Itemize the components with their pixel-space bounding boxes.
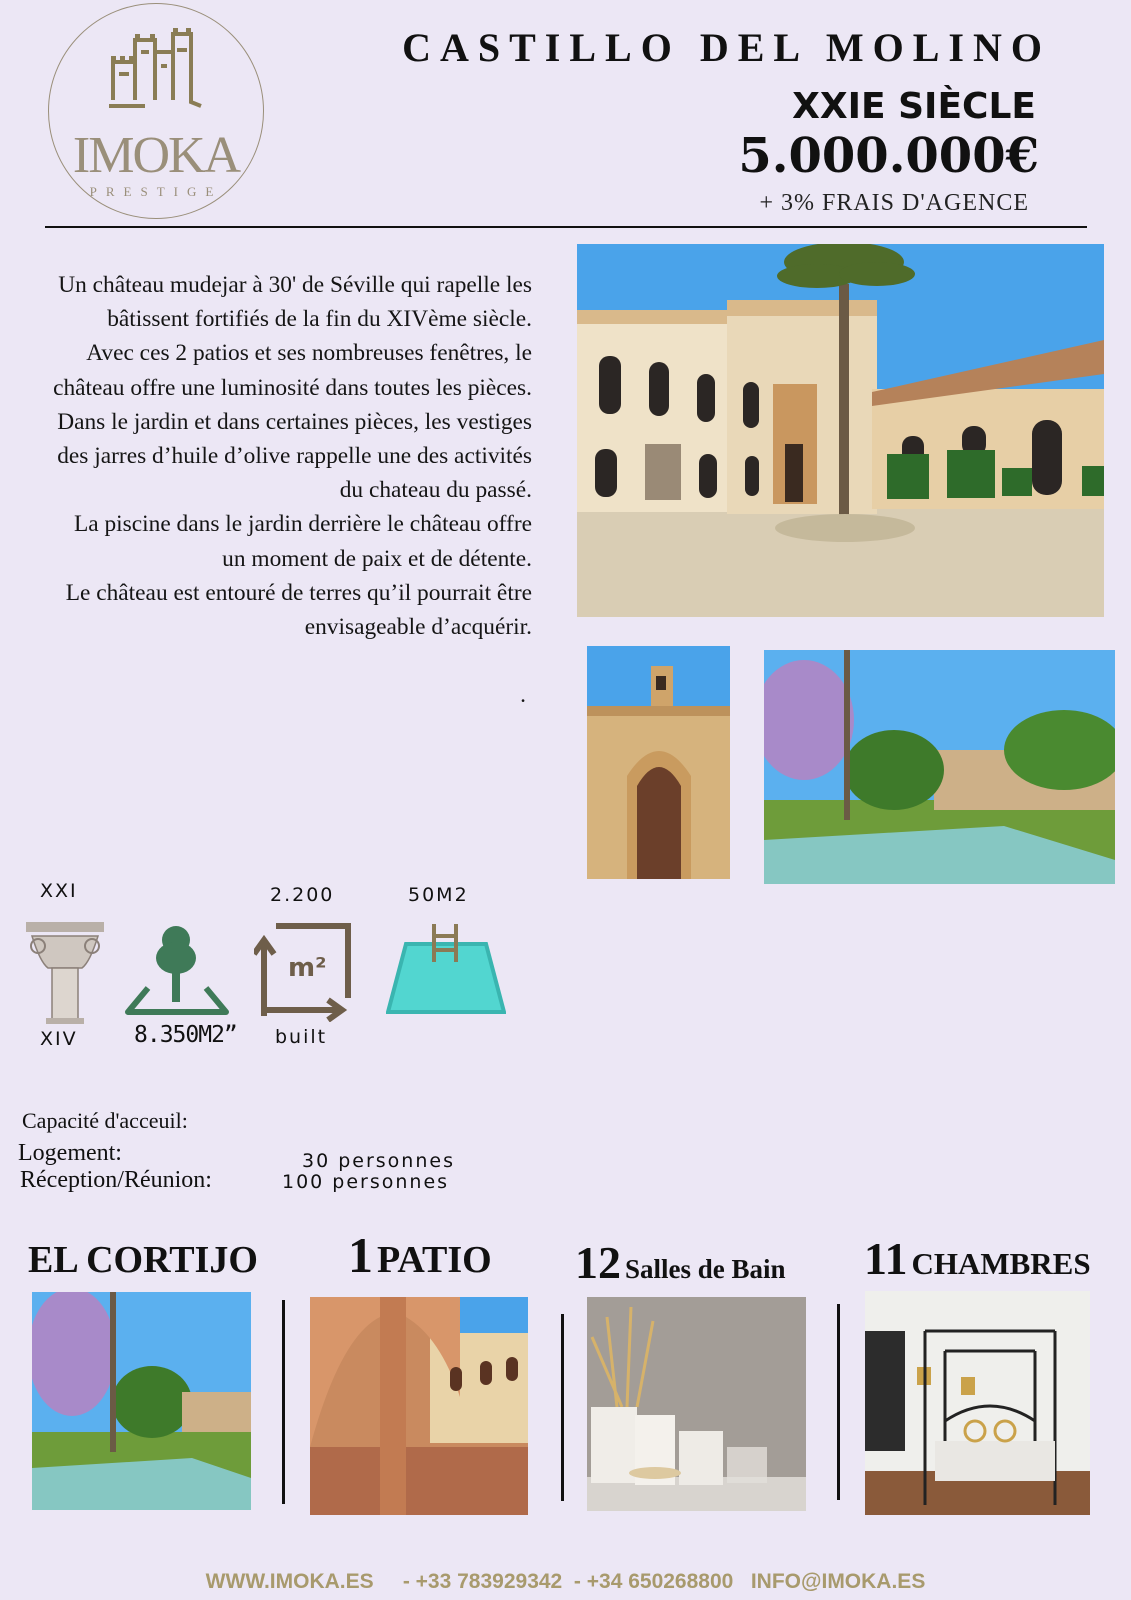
feature-bedrooms-count: 11 — [864, 1233, 908, 1284]
feature-bathrooms-count: 12 — [575, 1237, 621, 1288]
bedroom-photo — [865, 1291, 1090, 1515]
capacity-title: Capacité d'acceuil: — [22, 1108, 188, 1133]
feature-patio-label: PATIO — [377, 1239, 492, 1281]
built-area-value: 2.200 — [270, 884, 335, 906]
pool-area-value: 50M2 — [408, 884, 469, 906]
cortijo-photo — [32, 1292, 251, 1510]
contact-footer — [0, 1570, 1131, 1594]
castle-courtyard-photo — [577, 244, 1104, 617]
square-meters-icon — [254, 920, 358, 1022]
castle-logo-icon — [105, 22, 205, 122]
feature-divider — [282, 1300, 285, 1504]
phone-spain[interactable]: - +34 650268800 — [573, 1570, 734, 1593]
bathroom-photo — [587, 1297, 806, 1511]
feature-divider — [837, 1304, 840, 1500]
pool-icon — [386, 924, 506, 1014]
agency-fees: + 3% FRAIS D'AGENCE — [759, 190, 1029, 216]
description-trailing: . — [520, 682, 526, 709]
property-price: 5.000.000€ — [738, 128, 1039, 184]
century-bottom-value: XIV — [40, 1028, 78, 1050]
garden-pool-photo — [764, 650, 1115, 884]
description-paragraph: Dans le jardin et dans certaines pièces, les vestiges des jarres d’huile d’olive rappelle une des activités du chateau du passé. — [57, 408, 532, 504]
feature-patio — [348, 1226, 492, 1284]
email-link[interactable]: INFO@IMOKA.ES — [750, 1570, 926, 1593]
lodging-label: Logement: — [18, 1140, 122, 1166]
phone-france[interactable]: - +33 783929342 — [402, 1570, 563, 1593]
feature-bedrooms-label: CHAMBRES — [911, 1246, 1091, 1281]
built-label: built — [275, 1026, 328, 1048]
reception-label: Réception/Réunion: — [20, 1167, 212, 1193]
land-area-value: 8.350M2” — [134, 1022, 237, 1048]
reception-value: 100 personnes — [282, 1171, 450, 1193]
feature-bathrooms-label: Salles de Bain — [625, 1254, 786, 1284]
lodging-value: 30 personnes — [302, 1150, 455, 1172]
property-title: CASTILLO DEL MOLINO — [402, 25, 1051, 70]
property-century: XXIE SIÈCLE — [792, 86, 1036, 127]
feature-patio-count: 1 — [348, 1227, 373, 1283]
description-paragraph: Avec ces 2 patios et ses nombreuses fenêtres, le château offre une luminosité dans toutes les pièces. — [53, 340, 532, 401]
website-link[interactable]: WWW.IMOKA.ES — [205, 1570, 374, 1593]
header-divider — [45, 226, 1087, 228]
century-top-value: XXI — [40, 880, 78, 902]
description-paragraph: La piscine dans le jardin derrière le château offre un moment de paix et de détente. — [73, 511, 532, 572]
castle-gate-photo — [587, 646, 730, 879]
svg-text:m²: m² — [288, 953, 327, 983]
logo-subtitle: PRESTIGE — [89, 184, 223, 199]
column-capital-icon — [26, 922, 104, 1024]
feature-bathrooms — [575, 1236, 786, 1289]
feature-divider — [561, 1314, 564, 1501]
imoka-logo — [48, 3, 264, 219]
logo-brand: IMOKA — [72, 127, 240, 184]
feature-bedrooms — [864, 1232, 1091, 1285]
feature-cortijo-label: EL CORTIJO — [28, 1239, 258, 1281]
description-paragraph: Le château est entouré de terres qu’il pourrait être envisageable d’acquérir. — [65, 579, 532, 641]
patio-photo — [310, 1297, 528, 1515]
description — [50, 268, 532, 712]
land-tree-icon — [124, 924, 230, 1016]
description-paragraph: Un château mudejar à 30' de Séville qui rapelle les bâtissent fortifiés de la fin du XIVème siècle. — [58, 272, 532, 333]
